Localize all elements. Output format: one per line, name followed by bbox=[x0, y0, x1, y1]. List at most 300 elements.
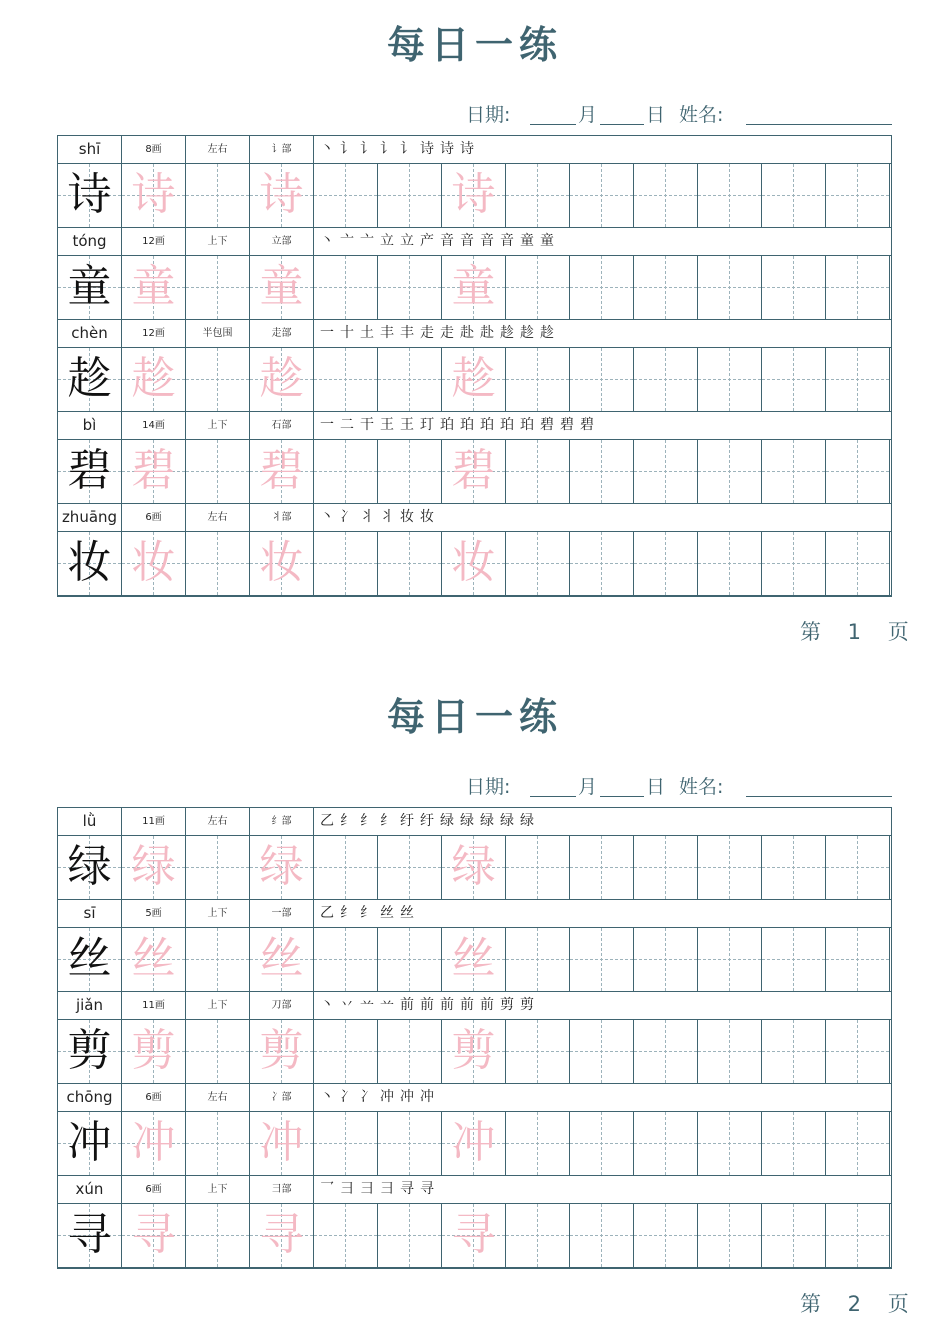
practice-cell[interactable] bbox=[634, 532, 698, 595]
practice-cell[interactable] bbox=[826, 256, 890, 319]
name-label: 姓名: bbox=[679, 776, 724, 798]
stroke-step: 珀 bbox=[460, 417, 480, 433]
stroke-step: 丝 bbox=[400, 905, 420, 921]
model-char: 寻 bbox=[67, 1209, 112, 1260]
stroke-count: 12画 bbox=[122, 228, 186, 255]
stroke-count: 14画 bbox=[122, 412, 186, 439]
model-char-cell bbox=[58, 1112, 122, 1175]
stroke-step: 剪 bbox=[520, 997, 540, 1013]
day-blank[interactable] bbox=[600, 124, 644, 125]
stroke-step: 童 bbox=[540, 233, 560, 249]
radical-label: 一部 bbox=[250, 900, 314, 927]
practice-cell[interactable] bbox=[122, 1020, 186, 1083]
practice-cell[interactable] bbox=[186, 1204, 250, 1267]
practice-cell[interactable] bbox=[314, 440, 378, 503]
practice-cell[interactable] bbox=[826, 1020, 890, 1083]
practice-cell[interactable] bbox=[762, 928, 826, 991]
stroke-step: 诗 bbox=[420, 141, 440, 157]
practice-cell[interactable] bbox=[826, 1112, 890, 1175]
radical-label: 冫部 bbox=[250, 1084, 314, 1111]
trace-char: 诗 bbox=[451, 169, 496, 220]
stroke-step: 趁 bbox=[520, 325, 540, 341]
model-char-cell bbox=[58, 928, 122, 991]
practice-cell[interactable] bbox=[378, 1204, 442, 1267]
model-char-cell bbox=[58, 1020, 122, 1083]
trace-char: 趁 bbox=[451, 353, 496, 404]
stroke-step: 纟 bbox=[340, 905, 360, 921]
practice-cell[interactable] bbox=[250, 532, 314, 595]
practice-cell[interactable] bbox=[442, 1020, 506, 1083]
char-info-row bbox=[58, 228, 891, 256]
practice-cell[interactable] bbox=[826, 836, 890, 899]
stroke-step: 妆 bbox=[420, 509, 440, 525]
trace-char: 丝 bbox=[131, 933, 176, 984]
practice-cell[interactable] bbox=[762, 1020, 826, 1083]
name-label: 姓名: bbox=[679, 104, 724, 126]
practice-cell[interactable] bbox=[570, 928, 634, 991]
practice-cell[interactable] bbox=[378, 348, 442, 411]
model-char: 绿 bbox=[67, 841, 112, 892]
practice-cell[interactable] bbox=[122, 836, 186, 899]
stroke-step: 纡 bbox=[400, 813, 420, 829]
practice-cell[interactable] bbox=[186, 1112, 250, 1175]
practice-cell[interactable] bbox=[506, 256, 570, 319]
practice-cell[interactable] bbox=[186, 256, 250, 319]
practice-cell[interactable] bbox=[762, 348, 826, 411]
stroke-step: 碧 bbox=[540, 417, 560, 433]
model-char-cell bbox=[58, 532, 122, 595]
stroke-order bbox=[320, 412, 600, 439]
trace-char: 趁 bbox=[259, 353, 304, 404]
practice-cell[interactable] bbox=[826, 928, 890, 991]
stroke-step: 讠 bbox=[380, 141, 400, 157]
stroke-step: 丷 bbox=[340, 997, 360, 1013]
trace-char: 妆 bbox=[259, 537, 304, 588]
practice-cell[interactable] bbox=[378, 836, 442, 899]
stroke-step: 走 bbox=[440, 325, 460, 341]
stroke-step: 一 bbox=[320, 417, 340, 433]
month-label: 月 bbox=[578, 104, 598, 126]
char-practice-row bbox=[58, 164, 891, 228]
structure-label: 左右 bbox=[186, 136, 250, 163]
practice-cell[interactable] bbox=[442, 928, 506, 991]
stroke-step: 产 bbox=[420, 233, 440, 249]
char-info-row bbox=[58, 320, 891, 348]
stroke-step: 冫 bbox=[340, 509, 360, 525]
stroke-order bbox=[320, 320, 560, 347]
stroke-step: 土 bbox=[360, 325, 380, 341]
stroke-step: 趁 bbox=[540, 325, 560, 341]
practice-cell[interactable] bbox=[250, 1204, 314, 1267]
stroke-step: 冫 bbox=[360, 1089, 380, 1105]
practice-cell[interactable] bbox=[122, 164, 186, 227]
stroke-step: 珀 bbox=[500, 417, 520, 433]
practice-cell[interactable] bbox=[570, 1204, 634, 1267]
trace-char: 趁 bbox=[131, 353, 176, 404]
stroke-count: 6画 bbox=[122, 504, 186, 531]
practice-cell[interactable] bbox=[250, 164, 314, 227]
char-practice-row bbox=[58, 440, 891, 504]
practice-cell[interactable] bbox=[442, 1112, 506, 1175]
trace-char: 诗 bbox=[131, 169, 176, 220]
model-char-cell bbox=[58, 1204, 122, 1267]
stroke-step: 乛 bbox=[320, 1181, 340, 1197]
model-char-cell bbox=[58, 256, 122, 319]
model-char: 剪 bbox=[67, 1025, 112, 1076]
practice-cell[interactable] bbox=[762, 256, 826, 319]
char-practice-row bbox=[58, 1204, 891, 1268]
stroke-step: 寻 bbox=[420, 1181, 440, 1197]
practice-cell[interactable] bbox=[250, 928, 314, 991]
practice-cell[interactable] bbox=[570, 440, 634, 503]
practice-cell[interactable] bbox=[506, 928, 570, 991]
practice-cell[interactable] bbox=[250, 348, 314, 411]
stroke-step: 冲 bbox=[400, 1089, 420, 1105]
stroke-step: 冫 bbox=[340, 1089, 360, 1105]
practice-cell[interactable] bbox=[698, 1112, 762, 1175]
pinyin-label: tóng bbox=[58, 228, 122, 255]
practice-cell[interactable] bbox=[698, 164, 762, 227]
model-char-cell bbox=[58, 836, 122, 899]
stroke-step: 丝 bbox=[380, 905, 400, 921]
stroke-step: 珀 bbox=[440, 417, 460, 433]
practice-cell[interactable] bbox=[314, 1204, 378, 1267]
practice-cell[interactable] bbox=[698, 256, 762, 319]
practice-cell[interactable] bbox=[378, 164, 442, 227]
practice-cell[interactable] bbox=[698, 928, 762, 991]
practice-cell[interactable] bbox=[378, 928, 442, 991]
stroke-step: 趁 bbox=[500, 325, 520, 341]
radical-label: 彐部 bbox=[250, 1176, 314, 1203]
practice-cell[interactable] bbox=[378, 1020, 442, 1083]
stroke-step: 冲 bbox=[420, 1089, 440, 1105]
page-number: 第 2 页 bbox=[800, 1292, 919, 1316]
name-blank[interactable] bbox=[746, 124, 892, 125]
stroke-step: 赴 bbox=[480, 325, 500, 341]
stroke-step: 音 bbox=[500, 233, 520, 249]
month-blank[interactable] bbox=[530, 796, 576, 797]
practice-cell[interactable] bbox=[186, 928, 250, 991]
char-info-row bbox=[58, 1084, 891, 1112]
stroke-step: 前 bbox=[440, 997, 460, 1013]
stroke-count: 6画 bbox=[122, 1176, 186, 1203]
trace-char: 绿 bbox=[451, 841, 496, 892]
stroke-order bbox=[320, 504, 440, 531]
stroke-step: 丬 bbox=[380, 509, 400, 525]
practice-cell[interactable] bbox=[250, 1112, 314, 1175]
structure-label: 上下 bbox=[186, 900, 250, 927]
stroke-step: 音 bbox=[440, 233, 460, 249]
practice-cell[interactable] bbox=[250, 836, 314, 899]
trace-char: 童 bbox=[451, 261, 496, 312]
practice-cell[interactable] bbox=[762, 532, 826, 595]
pinyin-label: bì bbox=[58, 412, 122, 439]
practice-cell[interactable] bbox=[378, 440, 442, 503]
radical-label: 讠部 bbox=[250, 136, 314, 163]
stroke-step: 绿 bbox=[500, 813, 520, 829]
practice-cell[interactable] bbox=[314, 532, 378, 595]
practice-cell[interactable] bbox=[314, 164, 378, 227]
practice-cell[interactable] bbox=[250, 1020, 314, 1083]
practice-cell[interactable] bbox=[570, 1112, 634, 1175]
stroke-step: 绿 bbox=[520, 813, 540, 829]
stroke-order bbox=[320, 1176, 440, 1203]
stroke-step: 前 bbox=[480, 997, 500, 1013]
practice-cell[interactable] bbox=[250, 440, 314, 503]
char-practice-row bbox=[58, 1112, 891, 1176]
practice-cell[interactable] bbox=[762, 836, 826, 899]
practice-cell[interactable] bbox=[122, 1204, 186, 1267]
practice-cell[interactable] bbox=[442, 164, 506, 227]
trace-char: 碧 bbox=[451, 445, 496, 496]
structure-label: 上下 bbox=[186, 992, 250, 1019]
practice-cell[interactable] bbox=[122, 532, 186, 595]
page-number: 第 1 页 bbox=[800, 620, 919, 644]
stroke-step: 一 bbox=[320, 325, 340, 341]
practice-cell[interactable] bbox=[186, 1020, 250, 1083]
practice-cell[interactable] bbox=[442, 348, 506, 411]
practice-cell[interactable] bbox=[378, 1112, 442, 1175]
practice-cell[interactable] bbox=[442, 440, 506, 503]
stroke-step: 妆 bbox=[400, 509, 420, 525]
trace-char: 寻 bbox=[451, 1209, 496, 1260]
pinyin-label: sī bbox=[58, 900, 122, 927]
day-blank[interactable] bbox=[600, 796, 644, 797]
stroke-count: 5画 bbox=[122, 900, 186, 927]
pinyin-label: shī bbox=[58, 136, 122, 163]
stroke-step: 讠 bbox=[360, 141, 380, 157]
practice-cell[interactable] bbox=[762, 440, 826, 503]
pinyin-label: xún bbox=[58, 1176, 122, 1203]
stroke-step: 音 bbox=[460, 233, 480, 249]
practice-cell[interactable] bbox=[698, 440, 762, 503]
stroke-step: 丶 bbox=[320, 1089, 340, 1105]
practice-cell[interactable] bbox=[570, 836, 634, 899]
stroke-count: 6画 bbox=[122, 1084, 186, 1111]
trace-char: 冲 bbox=[131, 1117, 176, 1168]
practice-cell[interactable] bbox=[506, 836, 570, 899]
stroke-step: 诗 bbox=[460, 141, 480, 157]
practice-cell[interactable] bbox=[442, 256, 506, 319]
practice-cell[interactable] bbox=[122, 928, 186, 991]
practice-cell[interactable] bbox=[762, 1112, 826, 1175]
practice-cell[interactable] bbox=[826, 440, 890, 503]
practice-cell[interactable] bbox=[826, 532, 890, 595]
stroke-step: 立 bbox=[400, 233, 420, 249]
stroke-count: 11画 bbox=[122, 992, 186, 1019]
stroke-step: 冲 bbox=[380, 1089, 400, 1105]
stroke-step: 讠 bbox=[400, 141, 420, 157]
practice-cell[interactable] bbox=[186, 164, 250, 227]
model-char: 趁 bbox=[67, 353, 112, 404]
practice-cell[interactable] bbox=[506, 1204, 570, 1267]
practice-cell[interactable] bbox=[570, 532, 634, 595]
model-char-cell bbox=[58, 348, 122, 411]
radical-label: 立部 bbox=[250, 228, 314, 255]
practice-cell[interactable] bbox=[762, 164, 826, 227]
practice-cell[interactable] bbox=[122, 348, 186, 411]
char-info-row bbox=[58, 412, 891, 440]
practice-cell[interactable] bbox=[698, 348, 762, 411]
practice-cell[interactable] bbox=[442, 532, 506, 595]
practice-cell[interactable] bbox=[186, 836, 250, 899]
practice-cell[interactable] bbox=[122, 1112, 186, 1175]
practice-cell[interactable] bbox=[506, 1112, 570, 1175]
practice-cell[interactable] bbox=[186, 440, 250, 503]
char-practice-row bbox=[58, 256, 891, 320]
stroke-step: 碧 bbox=[560, 417, 580, 433]
practice-cell[interactable] bbox=[634, 256, 698, 319]
model-char-cell bbox=[58, 440, 122, 503]
char-info-row bbox=[58, 808, 891, 836]
stroke-step: 走 bbox=[420, 325, 440, 341]
trace-char: 碧 bbox=[131, 445, 176, 496]
trace-char: 寻 bbox=[131, 1209, 176, 1260]
practice-cell[interactable] bbox=[570, 1020, 634, 1083]
stroke-step: 赴 bbox=[460, 325, 480, 341]
trace-char: 绿 bbox=[259, 841, 304, 892]
stroke-step: 绿 bbox=[440, 813, 460, 829]
practice-cell[interactable] bbox=[186, 532, 250, 595]
practice-cell[interactable] bbox=[122, 256, 186, 319]
char-info-row bbox=[58, 136, 891, 164]
stroke-step: 前 bbox=[400, 997, 420, 1013]
stroke-order bbox=[320, 228, 560, 255]
stroke-step: 彐 bbox=[380, 1181, 400, 1197]
stroke-step: 王 bbox=[400, 417, 420, 433]
pinyin-label: zhuāng bbox=[58, 504, 122, 531]
practice-cell[interactable] bbox=[506, 348, 570, 411]
stroke-step: 王 bbox=[380, 417, 400, 433]
model-char: 冲 bbox=[67, 1117, 112, 1168]
char-info-row bbox=[58, 900, 891, 928]
practice-cell[interactable] bbox=[442, 1204, 506, 1267]
practice-cell[interactable] bbox=[506, 1020, 570, 1083]
practice-cell[interactable] bbox=[570, 164, 634, 227]
char-practice-row bbox=[58, 836, 891, 900]
practice-cell[interactable] bbox=[826, 1204, 890, 1267]
stroke-count: 12画 bbox=[122, 320, 186, 347]
practice-cell[interactable] bbox=[122, 440, 186, 503]
practice-cell[interactable] bbox=[634, 836, 698, 899]
practice-cell[interactable] bbox=[634, 164, 698, 227]
stroke-step: 彐 bbox=[340, 1181, 360, 1197]
model-char: 丝 bbox=[67, 933, 112, 984]
trace-char: 绿 bbox=[131, 841, 176, 892]
practice-cell[interactable] bbox=[826, 164, 890, 227]
stroke-order bbox=[320, 136, 480, 163]
practice-cell[interactable] bbox=[634, 440, 698, 503]
trace-char: 丝 bbox=[451, 933, 496, 984]
model-char-cell bbox=[58, 164, 122, 227]
model-char: 童 bbox=[67, 261, 112, 312]
practice-grid bbox=[57, 807, 892, 1269]
stroke-step: 乙 bbox=[320, 905, 340, 921]
stroke-step: 亠 bbox=[340, 233, 360, 249]
stroke-step: 彐 bbox=[360, 1181, 380, 1197]
practice-cell[interactable] bbox=[634, 928, 698, 991]
stroke-step: 音 bbox=[480, 233, 500, 249]
practice-cell[interactable] bbox=[698, 836, 762, 899]
month-blank[interactable] bbox=[530, 124, 576, 125]
stroke-step: 纟 bbox=[340, 813, 360, 829]
practice-cell[interactable] bbox=[314, 256, 378, 319]
practice-cell[interactable] bbox=[314, 1020, 378, 1083]
practice-cell[interactable] bbox=[442, 836, 506, 899]
page-title: 每日一练 bbox=[386, 694, 563, 739]
radical-label: 刀部 bbox=[250, 992, 314, 1019]
practice-cell[interactable] bbox=[186, 348, 250, 411]
practice-cell[interactable] bbox=[250, 256, 314, 319]
practice-cell[interactable] bbox=[762, 1204, 826, 1267]
stroke-order bbox=[320, 992, 540, 1019]
practice-cell[interactable] bbox=[634, 1204, 698, 1267]
stroke-count: 11画 bbox=[122, 808, 186, 835]
structure-label: 左右 bbox=[186, 1084, 250, 1111]
stroke-step: 干 bbox=[360, 417, 380, 433]
trace-char: 冲 bbox=[451, 1117, 496, 1168]
pinyin-label: chèn bbox=[58, 320, 122, 347]
practice-cell[interactable] bbox=[378, 532, 442, 595]
pinyin-label: chōng bbox=[58, 1084, 122, 1111]
stroke-step: 纟 bbox=[360, 905, 380, 921]
page-title: 每日一练 bbox=[386, 22, 563, 67]
practice-grid bbox=[57, 135, 892, 597]
practice-cell[interactable] bbox=[506, 440, 570, 503]
stroke-step: 立 bbox=[380, 233, 400, 249]
char-practice-row bbox=[58, 928, 891, 992]
stroke-order bbox=[320, 1084, 440, 1111]
practice-cell[interactable] bbox=[698, 1020, 762, 1083]
date-label: 日期: bbox=[466, 776, 511, 798]
structure-label: 上下 bbox=[186, 228, 250, 255]
practice-cell[interactable] bbox=[314, 348, 378, 411]
model-char: 碧 bbox=[67, 445, 112, 496]
practice-cell[interactable] bbox=[378, 256, 442, 319]
practice-cell[interactable] bbox=[570, 348, 634, 411]
stroke-step: 丬 bbox=[360, 509, 380, 525]
stroke-step: 二 bbox=[340, 417, 360, 433]
practice-cell[interactable] bbox=[506, 532, 570, 595]
stroke-step: 十 bbox=[340, 325, 360, 341]
practice-cell[interactable] bbox=[634, 348, 698, 411]
stroke-step: 丶 bbox=[320, 233, 340, 249]
stroke-step: 诗 bbox=[440, 141, 460, 157]
practice-cell[interactable] bbox=[570, 256, 634, 319]
stroke-step: 绿 bbox=[480, 813, 500, 829]
stroke-step: 丰 bbox=[400, 325, 420, 341]
trace-char: 童 bbox=[259, 261, 304, 312]
practice-cell[interactable] bbox=[634, 1112, 698, 1175]
stroke-step: 丶 bbox=[320, 141, 340, 157]
structure-label: 左右 bbox=[186, 504, 250, 531]
practice-cell[interactable] bbox=[698, 532, 762, 595]
stroke-step: 亠 bbox=[360, 233, 380, 249]
practice-cell[interactable] bbox=[314, 836, 378, 899]
practice-cell[interactable] bbox=[698, 1204, 762, 1267]
day-label: 日 bbox=[646, 776, 666, 798]
stroke-step: 纡 bbox=[420, 813, 440, 829]
month-label: 月 bbox=[578, 776, 598, 798]
trace-char: 童 bbox=[131, 261, 176, 312]
practice-cell[interactable] bbox=[314, 1112, 378, 1175]
practice-cell[interactable] bbox=[506, 164, 570, 227]
name-blank[interactable] bbox=[746, 796, 892, 797]
practice-cell[interactable] bbox=[826, 348, 890, 411]
model-char: 妆 bbox=[67, 537, 112, 588]
practice-cell[interactable] bbox=[634, 1020, 698, 1083]
practice-cell[interactable] bbox=[314, 928, 378, 991]
